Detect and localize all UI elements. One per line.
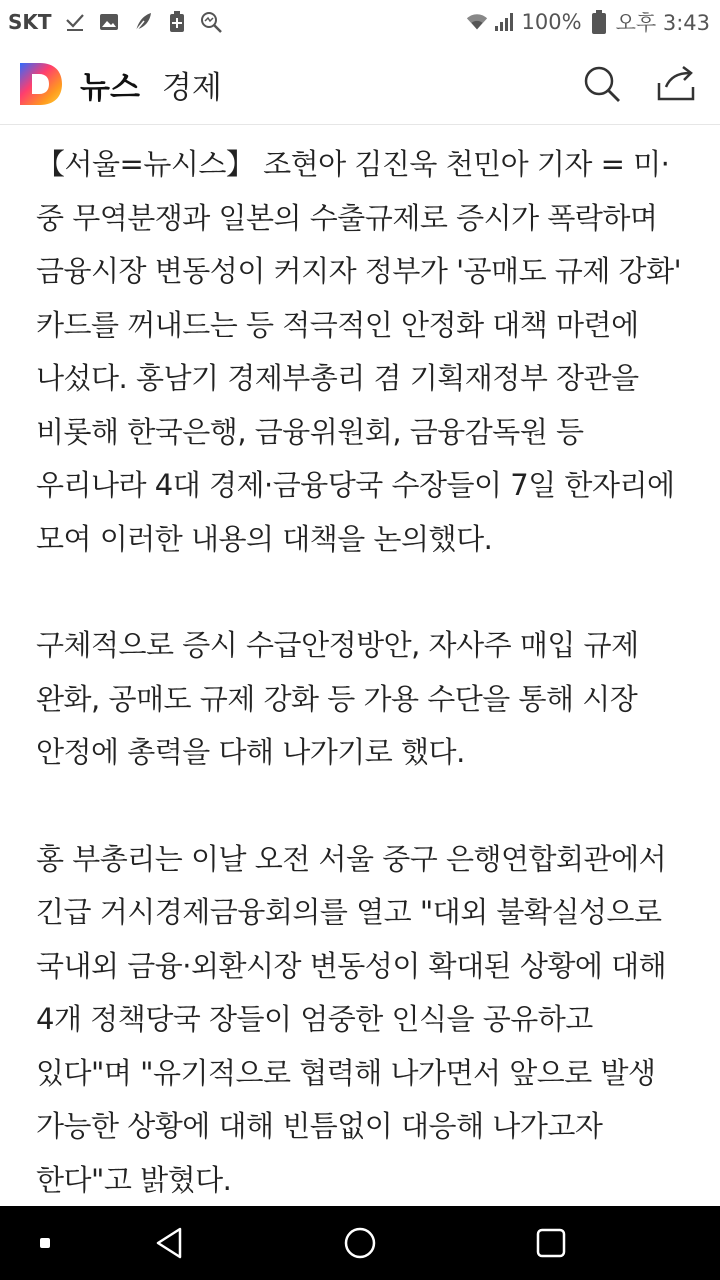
battery-icon	[588, 11, 610, 33]
overview-icon	[535, 1227, 567, 1259]
battery-saver-icon	[166, 11, 188, 33]
feather-icon	[132, 11, 154, 33]
share-icon	[656, 65, 696, 103]
article-body	[36, 138, 688, 1260]
share-button[interactable]	[654, 62, 698, 106]
daum-logo[interactable]	[18, 61, 64, 107]
wifi-icon	[466, 11, 488, 33]
check-icon	[64, 11, 86, 33]
article-paragraph: 홍 부총리는 이날 오전 서울 중구 은행연합회관에서 긴급 거시경제금융회의를 열고 "대외 불확실성으로 국내외 금융·외환시장 변동성이 확대된 상황에 대해 4개 정책당국 장들이 엄중한 인식을 공유하고 있다"며 "유기적으로 협력해 나가면서 앞으로 발생 가능한 상황에 대해 빈틈없이 대응해 나가고자 한다"고 밝혔다.	[36, 841, 667, 1197]
status-bar	[0, 0, 720, 44]
navigation-bar	[0, 1206, 720, 1280]
back-icon	[154, 1226, 184, 1260]
overview-button[interactable]	[514, 1206, 588, 1280]
search-button[interactable]	[580, 62, 624, 106]
article-paragraph: 구체적으로 증시 수급안정방안, 자사주 매입 규제 완화, 공매도 규제 강화 등 가용 수단을 통해 시장 안정에 총력을 다해 나가기로 했다.	[36, 628, 639, 769]
recents-dot-button[interactable]	[8, 1206, 82, 1280]
home-icon	[343, 1226, 377, 1260]
dot-icon	[39, 1237, 51, 1249]
search-settings-icon	[200, 11, 222, 33]
search-icon	[583, 65, 621, 103]
home-button[interactable]	[323, 1206, 397, 1280]
image-icon	[98, 11, 120, 33]
app-header	[0, 44, 720, 125]
clock: 오후 3:43	[615, 11, 710, 35]
section-title[interactable]: 경제	[161, 69, 222, 106]
back-button[interactable]	[132, 1206, 206, 1280]
signal-icon	[494, 11, 516, 33]
carrier-label: SKT	[8, 10, 52, 34]
article-paragraph: 【서울=뉴시스】 조현아 김진욱 천민아 기자 = 미·중 무역분쟁과 일본의 수출규제로 증시가 폭락하며 금융시장 변동성이 커지자 정부가 '공매도 규제 강화' 카드를 꺼내드는 등 적극적인 안정화 대책 마련에 나섰다. 홍남기 경제부총리 겸 기획재정부 장관을 비롯해 한국은행, 금융위원회, 금융감독원 등 우리나라 4대 경제·금융당국 수장들이 7일 한자리에 모여 이러한 내용의 대책을 논의했다.	[36, 147, 682, 556]
app-title[interactable]: 뉴스	[80, 69, 140, 106]
battery-percent: 100%	[521, 10, 582, 34]
